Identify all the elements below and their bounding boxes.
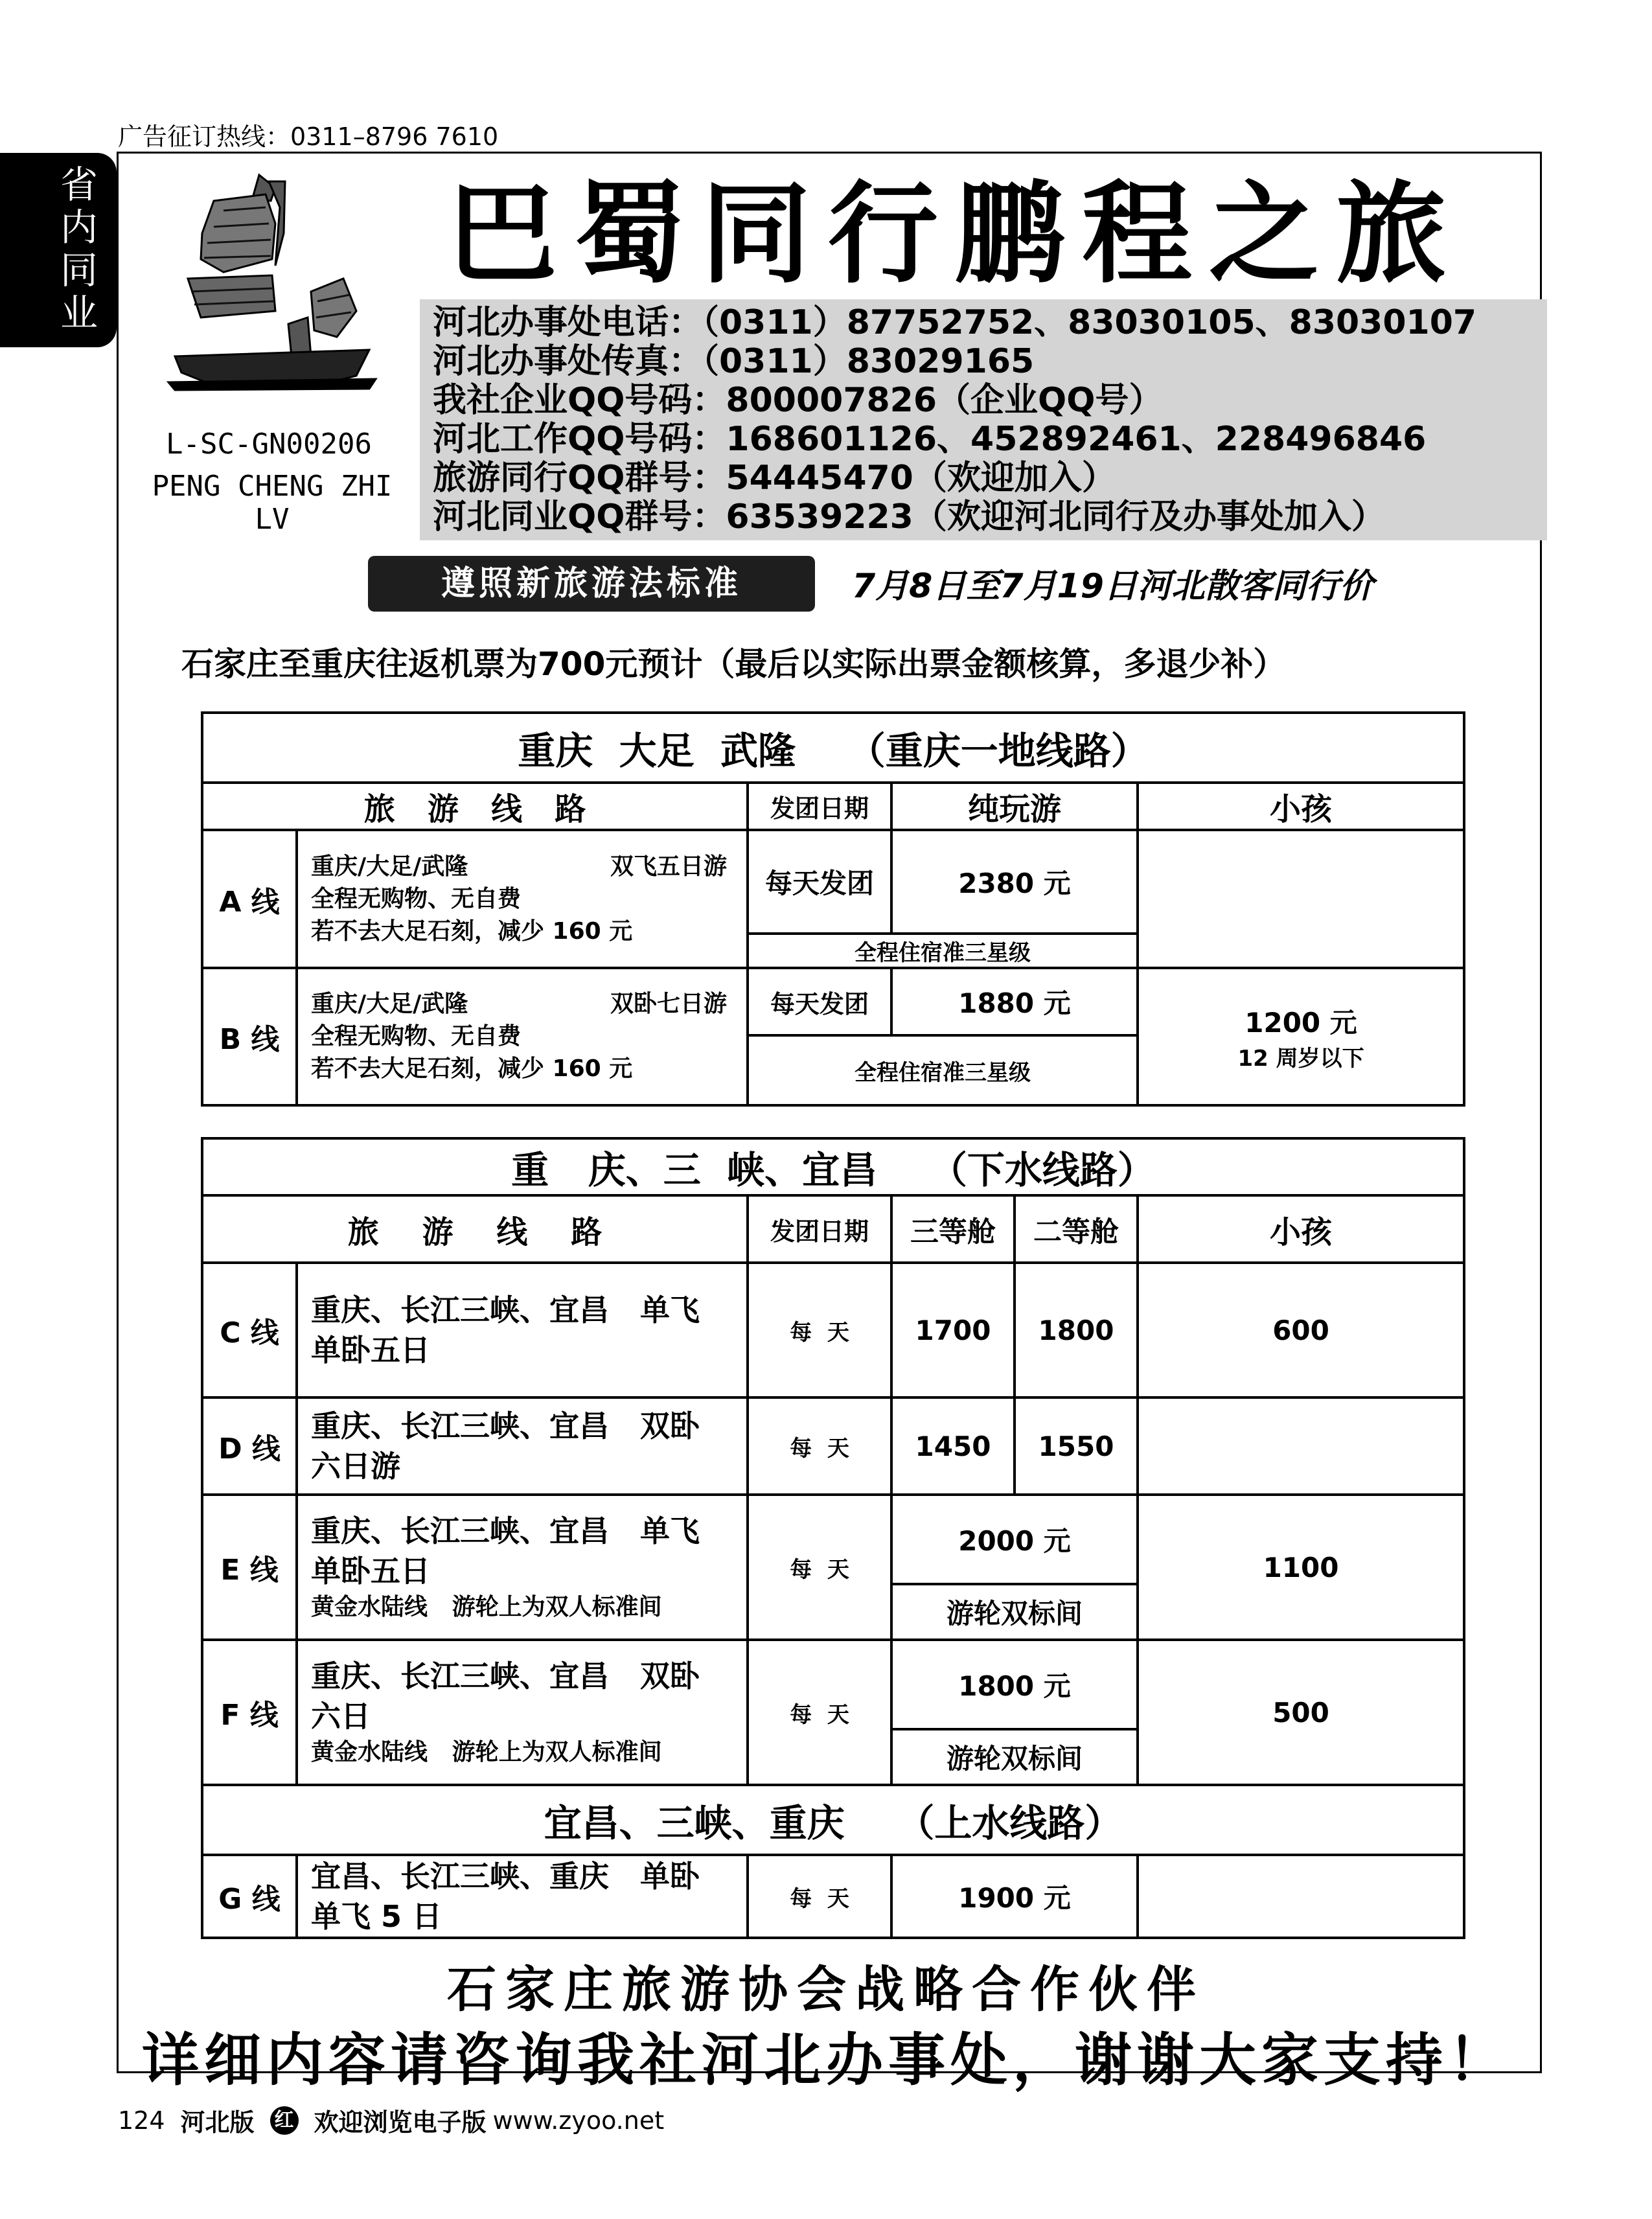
header2-route: 旅 游 线 路 [202,1195,748,1263]
header2-second-class: 二等舱 [1015,1195,1138,1263]
contact-hebei-group-qq: 河北同业QQ群号：63539223（欢迎河北同行及办事处加入） [433,498,1385,536]
third-class-c: 1700 [891,1263,1015,1397]
partner-slogan: 石家庄旅游协会战略合作伙伴 [447,1960,1205,2018]
chongqing-table [201,711,1465,1107]
route-d [297,1397,748,1495]
cabin-e: 游轮双标间 [891,1584,1138,1640]
ad-title: 巴蜀同行鹏程之旅 [447,170,1463,299]
hotel-b: 全程住宿准三星级 [748,1035,1138,1105]
contact-fax: 河北办事处传真：（0311）83029165 [433,342,1035,381]
table2-title: 重 庆、三 峡、宜昌 （下水线路） [202,1138,1464,1195]
contact-work-qq: 河北工作QQ号码：168601126、452892461、228496846 [433,420,1427,459]
line-code-a: A 线 [202,830,297,968]
date-g: 每 天 [748,1855,891,1938]
route-f-line2: 六日 [311,1699,371,1734]
date-f: 每 天 [748,1640,891,1785]
price-g: 1900 元 [891,1855,1138,1938]
junk-boat-logo [162,162,382,415]
route-b-name: 重庆/大足/武隆 [311,991,468,1017]
hotel-a: 全程住宿准三星级 [748,934,1138,968]
route-a-type: 双飞五日游 [610,853,727,880]
header-child: 小孩 [1138,783,1464,830]
page-number: 124 [118,2106,165,2135]
brand-pinyin: PENG CHENG ZHI LV [152,470,393,536]
ad-hotline: 广告征订热线：0311–8796 7610 [118,122,499,151]
date-e: 每 天 [748,1495,891,1640]
route-d-line1: 重庆、长江三峡、宜昌 双卧 [311,1408,700,1443]
date-c: 每 天 [748,1263,891,1397]
route-e-line3: 黄金水陆线 游轮上为双人标准间 [311,1594,662,1620]
route-g [297,1855,748,1938]
route-e [297,1495,748,1640]
date-a: 每天发团 [748,830,891,934]
child-a [1138,830,1464,968]
contact-peer-group-qq: 旅游同行QQ群号：54445470（欢迎加入） [433,459,1116,498]
route-a [297,830,748,968]
cabin-f: 游轮双标间 [891,1729,1138,1785]
edition-label: 河北版 [180,2108,255,2137]
header2-third-class: 三等舱 [891,1195,1015,1263]
child-b [1138,968,1464,1105]
three-gorges-table [201,1137,1465,1939]
tourism-law-badge: 遵照新旅游法标准 [368,556,815,612]
date-b: 每天发团 [748,968,891,1035]
table1-title: 重庆 大足 武隆 （重庆一地线路） [202,713,1464,783]
child-price: 1200 元 [1245,1006,1357,1039]
route-g-line2: 单飞 5 日 [311,1899,442,1934]
route-b-line3: 若不去大足石刻，减少 160 元 [311,1055,633,1082]
route-f [297,1640,748,1785]
route-a-name: 重庆/大足/武隆 [311,853,468,880]
header-route: 旅 游 线 路 [202,783,748,830]
price-b: 1880 元 [891,968,1138,1035]
route-a-line3: 若不去大足石刻，减少 160 元 [311,917,633,945]
price-f: 1800 元 [891,1640,1138,1729]
route-e-line1: 重庆、长江三峡、宜昌 单飞 [311,1513,700,1548]
line-code-d: D 线 [202,1397,297,1495]
price-period-note: 7月8日至7月19日河北散客同行价 [852,567,1373,606]
route-c-line2: 单卧五日 [311,1333,430,1368]
line-code-f: F 线 [202,1640,297,1785]
child-f: 500 [1138,1640,1464,1785]
route-g-line1: 宜昌、长江三峡、重庆 单卧 [311,1859,700,1894]
airfare-note: 石家庄至重庆往返机票为700元预计（最后以实际出票金额核算，多退少补） [181,645,1286,683]
date-d: 每 天 [748,1397,891,1495]
header-date: 发团日期 [748,783,891,830]
route-c [297,1263,748,1397]
header2-date: 发团日期 [748,1195,891,1263]
consult-slogan: 详细内容请咨询我社河北办事处，谢谢大家支持！ [141,2027,1510,2093]
child-d [1138,1397,1464,1495]
line-code-g: G 线 [202,1855,297,1938]
section-tab [0,153,117,347]
route-b [297,968,748,1105]
route-d-line2: 六日游 [311,1449,400,1484]
hong-logo-icon: 红 [270,2106,299,2135]
second-class-d: 1550 [1015,1397,1138,1495]
price-e: 2000 元 [891,1495,1138,1584]
contact-phone: 河北办事处电话：（0311）87752752、83030105、83030107 [433,303,1477,342]
route-b-line2: 全程无购物、无自费 [311,1023,522,1050]
child-e: 1100 [1138,1495,1464,1640]
section-tab-label: 省内同业 [60,163,98,335]
route-a-line2: 全程无购物、无自费 [311,885,522,912]
child-age-note: 12 周岁以下 [1237,1045,1364,1072]
route-c-line1: 重庆、长江三峡、宜昌 单飞 [311,1293,700,1328]
route-e-line2: 单卧五日 [311,1554,430,1589]
price-a: 2380 元 [891,830,1138,934]
header2-child: 小孩 [1138,1195,1464,1263]
route-f-line3: 黄金水陆线 游轮上为双人标准间 [311,1739,662,1765]
page-footer [118,2102,664,2138]
route-f-line1: 重庆、长江三峡、宜昌 双卧 [311,1659,700,1694]
second-class-c: 1800 [1015,1263,1138,1397]
welcome-text: 欢迎浏览电子版 [314,2108,487,2137]
third-class-d: 1450 [891,1397,1015,1495]
line-code-c: C 线 [202,1263,297,1397]
line-code-e: E 线 [202,1495,297,1640]
upstream-title: 宜昌、三峡、重庆 （上水线路） [202,1785,1464,1855]
child-g [1138,1855,1464,1938]
license-code: L-SC-GN00206 [166,428,372,461]
site-url[interactable]: www.zyoo.net [492,2106,665,2135]
route-b-type: 双卧七日游 [610,991,727,1017]
line-code-b: B 线 [202,968,297,1105]
header-price: 纯玩游 [891,783,1138,830]
contact-enterprise-qq: 我社企业QQ号码：800007826（企业QQ号） [433,381,1163,420]
child-c: 600 [1138,1263,1464,1397]
contact-box [420,299,1547,540]
